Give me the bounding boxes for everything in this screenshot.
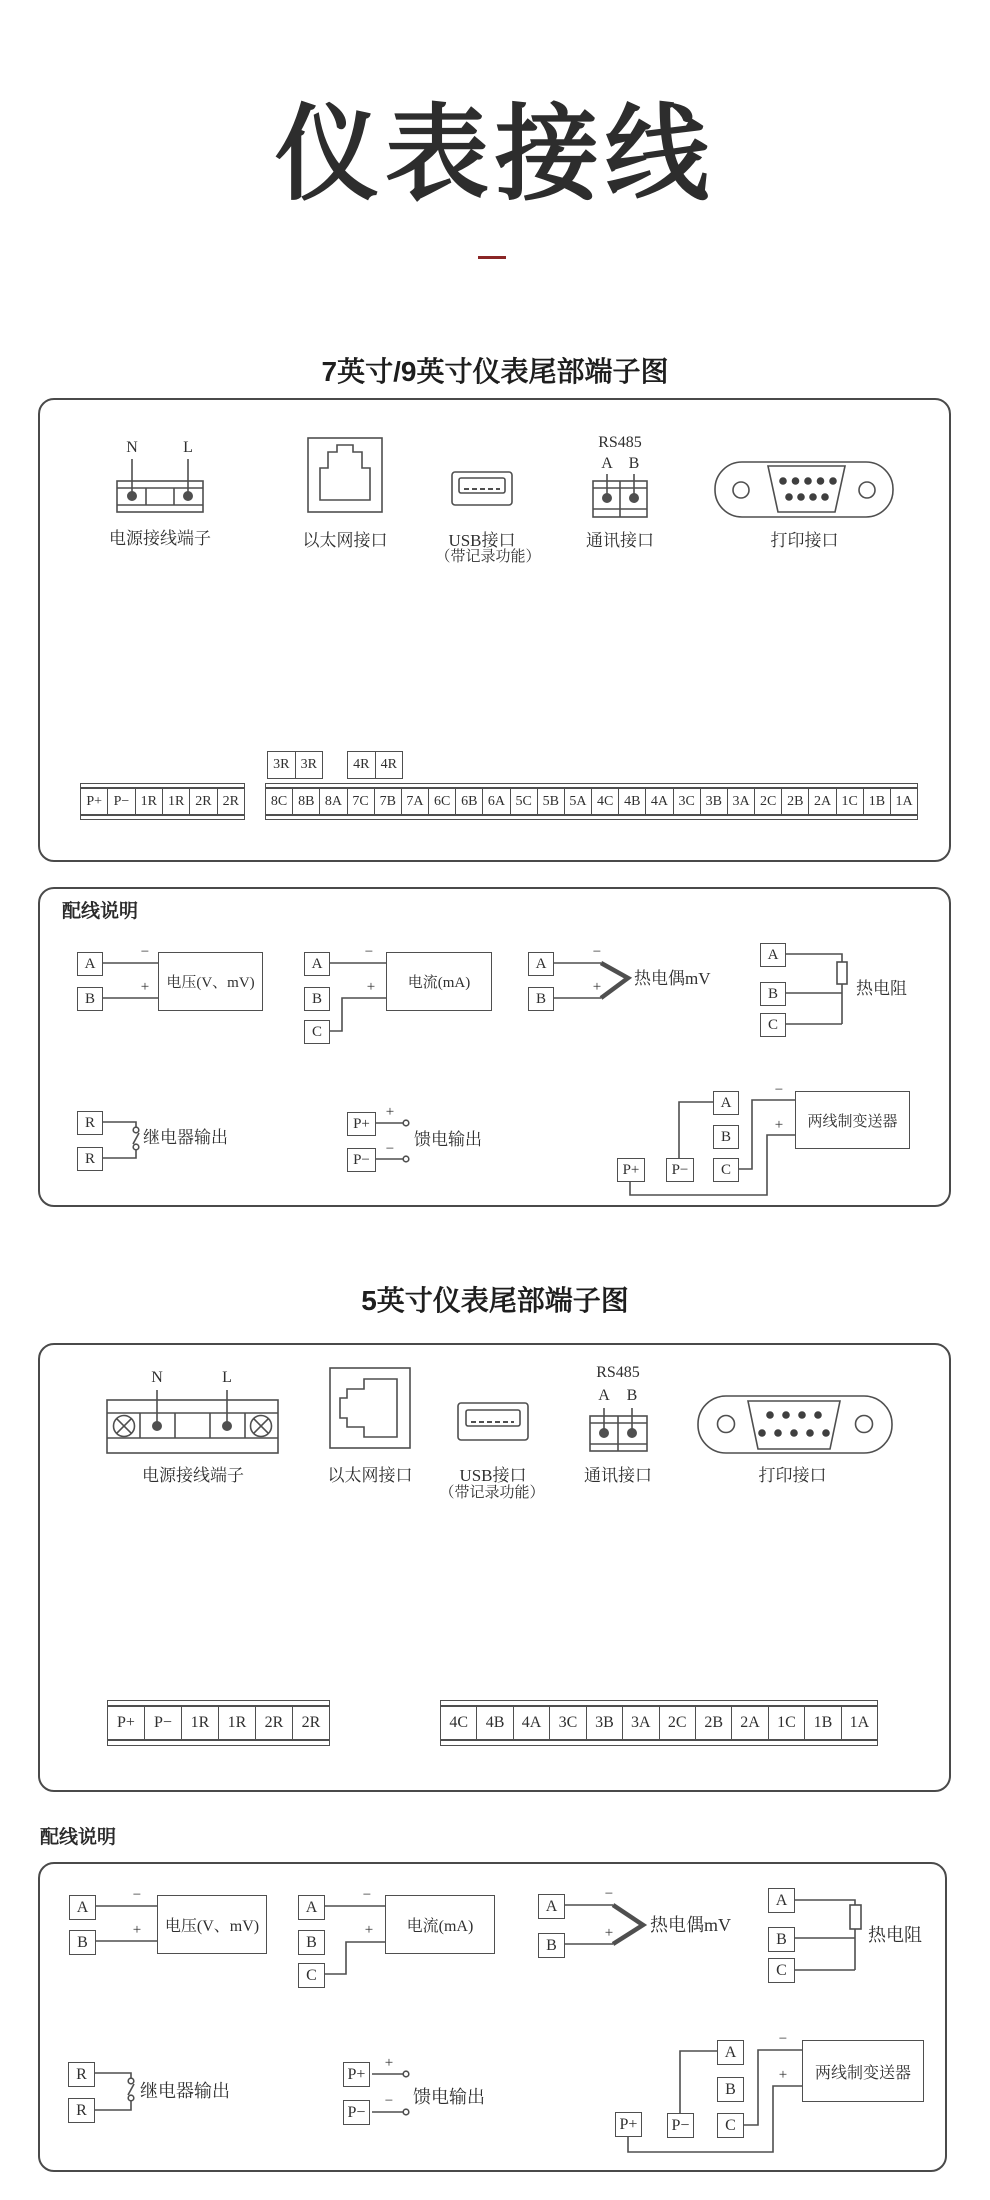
print-caption-7: 打印接口	[770, 531, 839, 550]
pin-label-l-7: L	[183, 439, 193, 456]
ethernet-caption-5: 以太网接口	[327, 1466, 413, 1485]
terminal-p-minus: P−	[343, 2100, 370, 2125]
polarity-plus-label: +	[778, 2067, 788, 2083]
terminal-cell: 2A	[731, 1707, 767, 1739]
terminal-cell: 6C	[428, 789, 455, 814]
terminal-cell: 4R	[375, 752, 403, 778]
strip-cells	[440, 1706, 878, 1740]
usb-caption-5: USB接口	[459, 1466, 527, 1485]
terminal-a: A	[717, 2040, 744, 2065]
usb-caption-7: USB接口	[448, 531, 516, 550]
terminal-a: A	[760, 943, 786, 967]
terminal-cell: 1A	[890, 789, 917, 814]
section-title-5inch: 5英寸仪表尾部端子图	[361, 1285, 629, 1316]
terminal-cell: 2B	[695, 1707, 731, 1739]
power-caption-7: 电源接线端子	[109, 529, 211, 548]
terminal-strip-7-left	[80, 783, 245, 820]
polarity-plus-label: +	[384, 2055, 394, 2071]
terminal-cell: 1R	[181, 1707, 218, 1739]
polarity-plus-label: +	[140, 979, 150, 995]
terminal-a: A	[538, 1894, 565, 1919]
page-title: 仪表接线	[274, 97, 715, 213]
terminal-a: A	[528, 952, 554, 976]
rs485-label-7: RS485	[598, 434, 642, 451]
terminal-cell: 2A	[808, 789, 835, 814]
terminal-b: B	[298, 1930, 325, 1955]
terminal-r: R	[68, 2098, 95, 2123]
wiring-box-1	[38, 887, 951, 1207]
pin-label-b-7: B	[628, 455, 640, 472]
feed-output-label-2: 馈电输出	[413, 2087, 485, 2107]
terminal-strip-5-left	[107, 1700, 330, 1746]
terminal-a: A	[304, 952, 330, 976]
terminal-cell: 3B	[586, 1707, 622, 1739]
terminal-cell: 3A	[727, 789, 754, 814]
terminal-cell: 7B	[374, 789, 401, 814]
terminal-r: R	[77, 1147, 103, 1171]
terminal-cell: 8C	[270, 793, 288, 809]
terminal-b: B	[528, 987, 554, 1011]
terminal-cell: P+	[86, 793, 102, 809]
terminal-r: R	[68, 2062, 95, 2087]
aux-strip-4r	[347, 751, 403, 779]
polarity-minus-label: −	[385, 1141, 395, 1157]
polarity-minus-label: −	[362, 1887, 372, 1903]
terminal-p-plus: P+	[617, 1158, 645, 1182]
terminal-strip-7-right	[265, 783, 918, 820]
terminal-cell: 1R	[218, 1707, 255, 1739]
terminal-b: B	[69, 1930, 96, 1955]
pin-label-b-5: B	[626, 1387, 638, 1404]
terminal-cell: 4B	[476, 1707, 512, 1739]
power-caption-5: 电源接线端子	[142, 1466, 244, 1485]
terminal-cell: 1B	[863, 789, 890, 814]
terminal-b: B	[77, 987, 103, 1011]
polarity-minus-label: −	[384, 2093, 394, 2109]
title-accent-divider	[478, 256, 506, 259]
terminal-cell: 1R	[135, 789, 162, 814]
terminal-cell: 1R	[162, 789, 189, 814]
terminal-b: B	[717, 2077, 744, 2102]
relay-output-label-1: 继电器输出	[143, 1128, 228, 1147]
terminal-a: A	[713, 1091, 739, 1115]
wiring-title-2: 配线说明	[40, 1827, 117, 1848]
section-title-7inch: 7英寸/9英寸仪表尾部端子图	[321, 356, 669, 387]
terminal-p-plus: P+	[615, 2112, 642, 2137]
terminal-cell: 4R	[353, 757, 370, 772]
terminal-cell: 5A	[564, 789, 591, 814]
terminal-cell: 8A	[319, 789, 346, 814]
voltage-device-box-1: 电压(V、mV)	[158, 952, 263, 1011]
feed-output-label-1: 馈电输出	[414, 1130, 482, 1149]
terminal-cell: 1A	[841, 1707, 877, 1739]
terminal-cell: 2C	[659, 1707, 695, 1739]
wiring-title-1: 配线说明	[62, 901, 139, 922]
terminal-cell: 2R	[217, 789, 244, 814]
terminal-cell: 4A	[513, 1707, 549, 1739]
terminal-c: C	[304, 1020, 330, 1044]
polarity-minus-label: −	[592, 944, 602, 960]
strip-rail	[440, 1740, 878, 1746]
polarity-minus-label: −	[364, 944, 374, 960]
terminal-cell: 1B	[804, 1707, 840, 1739]
aux-strip-3r	[267, 751, 323, 779]
transmitter-device-box-2: 两线制变送器	[802, 2040, 924, 2102]
polarity-plus-label: +	[774, 1117, 784, 1133]
terminal-c: C	[760, 1013, 786, 1037]
terminal-cell: 4C	[591, 789, 618, 814]
terminal-cell: 4C	[449, 1714, 469, 1731]
ethernet-caption-7: 以太网接口	[302, 531, 388, 550]
pin-label-l-5: L	[222, 1369, 232, 1386]
terminal-cell: 6B	[455, 789, 482, 814]
polarity-minus-label: −	[604, 1886, 614, 1902]
terminal-cell: P+	[117, 1714, 135, 1731]
terminal-cell: P−	[107, 789, 134, 814]
terminal-cell: 3B	[700, 789, 727, 814]
comm-caption-5: 通讯接口	[584, 1466, 652, 1485]
terminal-strip-5-right	[440, 1700, 878, 1746]
terminal-b: B	[760, 982, 786, 1006]
terminal-cell: 1C	[836, 789, 863, 814]
terminal-cell: 3R	[273, 757, 290, 772]
strip-cells	[265, 788, 918, 815]
terminal-cell: 6A	[482, 789, 509, 814]
terminal-cell: 7A	[401, 789, 428, 814]
terminal-cell: 2B	[781, 789, 808, 814]
voltage-device-box-2: 电压(V、mV)	[157, 1895, 267, 1954]
terminal-cell: 5C	[510, 789, 537, 814]
terminal-p-minus: P−	[347, 1148, 376, 1172]
terminal-b: B	[304, 987, 330, 1011]
terminal-a: A	[768, 1888, 795, 1913]
current-device-box-2: 电流(mA)	[385, 1895, 495, 1954]
polarity-plus-label: +	[132, 1922, 142, 1938]
pin-label-n-5: N	[151, 1369, 163, 1386]
print-caption-5: 打印接口	[758, 1466, 827, 1485]
terminal-p-plus: P+	[343, 2062, 370, 2087]
rs485-label-5: RS485	[596, 1364, 640, 1381]
terminal-cell: 4A	[645, 789, 672, 814]
terminal-cell: 1C	[768, 1707, 804, 1739]
thermocouple-label-1: 热电偶mV	[634, 969, 711, 988]
terminal-b: B	[768, 1927, 795, 1952]
terminal-cell: P−	[144, 1707, 181, 1739]
terminal-p-minus: P−	[666, 1158, 694, 1182]
rtd-label-1: 热电阻	[856, 979, 907, 998]
terminal-cell: 2R	[292, 1707, 329, 1739]
terminal-cell: 2C	[754, 789, 781, 814]
rtd-label-2: 热电阻	[868, 1925, 922, 1945]
terminal-cell: 3R	[295, 752, 323, 778]
transmitter-device-box-1: 两线制变送器	[795, 1091, 910, 1149]
terminal-cell: 2R	[255, 1707, 292, 1739]
strip-rail	[80, 815, 245, 820]
pin-label-a-7: A	[601, 455, 613, 472]
polarity-minus-label: −	[774, 1082, 784, 1098]
pin-label-n-7: N	[126, 439, 138, 456]
thermocouple-label-2: 热电偶mV	[650, 1915, 731, 1935]
polarity-plus-label: +	[592, 979, 602, 995]
terminal-cell: 3C	[673, 789, 700, 814]
terminal-cell: 2R	[189, 789, 216, 814]
terminal-a: A	[77, 952, 103, 976]
polarity-plus-label: +	[366, 979, 376, 995]
terminal-p-plus: P+	[347, 1112, 376, 1136]
terminal-cell: 3A	[622, 1707, 658, 1739]
terminal-c: C	[717, 2113, 744, 2138]
terminal-c: C	[768, 1958, 795, 1983]
terminal-c: C	[713, 1158, 739, 1182]
terminal-cell: 7C	[347, 789, 374, 814]
terminal-b: B	[538, 1933, 565, 1958]
polarity-minus-label: −	[140, 944, 150, 960]
polarity-minus-label: −	[778, 2031, 788, 2047]
polarity-plus-label: +	[385, 1104, 395, 1120]
terminal-a: A	[298, 1895, 325, 1920]
strip-rail	[107, 1740, 330, 1746]
terminal-cell: 3C	[549, 1707, 585, 1739]
terminal-c: C	[298, 1963, 325, 1988]
polarity-minus-label: −	[132, 1887, 142, 1903]
strip-cells	[107, 1706, 330, 1740]
comm-caption-7: 通讯接口	[586, 531, 654, 550]
usb-subcaption-5: （带记录功能）	[439, 1485, 545, 1501]
terminal-b: B	[713, 1125, 739, 1149]
pin-label-a-5: A	[598, 1387, 610, 1404]
terminal-cell: 4B	[618, 789, 645, 814]
polarity-plus-label: +	[604, 1925, 614, 1941]
terminal-p-minus: P−	[667, 2113, 694, 2138]
strip-cells	[80, 788, 245, 815]
terminal-a: A	[69, 1895, 96, 1920]
usb-subcaption-7: （带记录功能）	[435, 549, 541, 565]
strip-rail	[265, 815, 918, 820]
terminal-cell: 5B	[537, 789, 564, 814]
terminal-cell: 8B	[292, 789, 319, 814]
current-device-box-1: 电流(mA)	[386, 952, 492, 1011]
polarity-plus-label: +	[364, 1922, 374, 1938]
relay-output-label-2: 继电器输出	[140, 2081, 230, 2101]
terminal-r: R	[77, 1111, 103, 1135]
